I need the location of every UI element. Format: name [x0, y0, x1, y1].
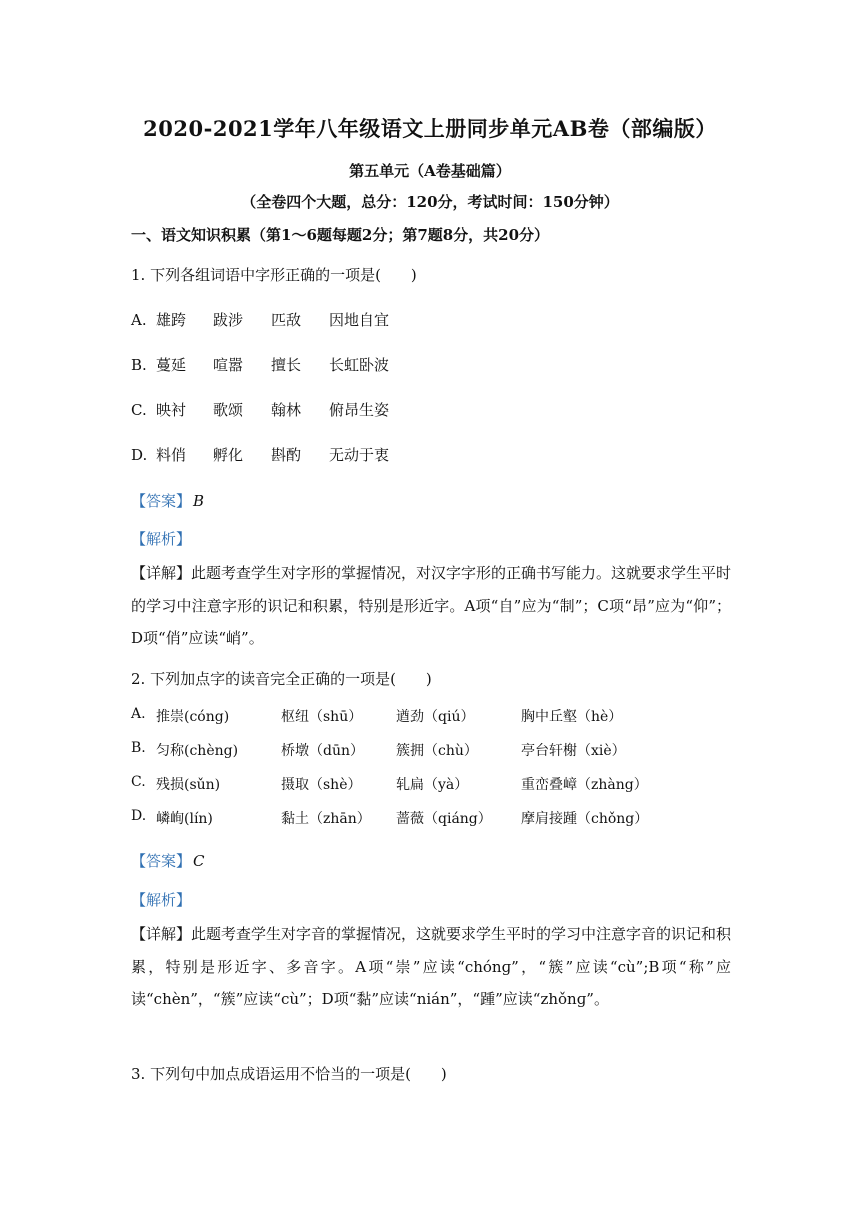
option-word: 斟酌	[271, 446, 302, 464]
option-word: 孵化	[213, 446, 244, 464]
q1-option-d[interactable]	[131, 444, 389, 465]
q1-option-a[interactable]	[131, 309, 389, 330]
option-label: B.	[131, 740, 146, 756]
question-1-stem: 1. 下列各组词语中字形正确的一项是( )	[131, 266, 417, 284]
option-label: A.	[131, 706, 146, 722]
option-label: B.	[131, 356, 147, 374]
answer-tag: 【答案】	[131, 492, 192, 510]
option-item: 蔷薇（qiáng）	[396, 811, 492, 827]
option-label: C.	[131, 401, 147, 419]
answer-value: C	[193, 852, 205, 870]
option-label: D.	[131, 808, 147, 824]
option-item: 摩肩接踵（chǒng）	[521, 811, 649, 827]
q2-analysis-tag: 【解析】	[131, 891, 192, 909]
option-word: 蔓延	[156, 356, 187, 374]
option-item: 推崇(cóng)	[156, 709, 230, 725]
q2-detail: 【详解】此题考查学生对字音的掌握情况，这就要求学生平时的学习中注意字音的识记和积累，特别是形近字、多音字。A项“崇”应读“chónɡ”，“簇”应读“cù”;B项“称”应读“chèn”，“簇”应读“cù”；D项“黏”应读“nián”，“踵”应读“zhǒnɡ”。	[131, 925, 732, 1008]
option-word: 喧嚣	[213, 356, 244, 374]
option-word: 歌颂	[213, 401, 244, 419]
option-label: A.	[131, 311, 147, 329]
question-3-stem: 3. 下列句中加点成语运用不恰当的一项是( )	[131, 1065, 447, 1083]
option-item: 遒劲（qiú）	[396, 709, 475, 725]
option-word: 跋涉	[213, 311, 244, 329]
q1-detail: 【详解】此题考查学生对字形的掌握情况，对汉字字形的正确书写能力。这就要求学生平时的学习中注意字形的识记和积累，特别是形近字。A项“自”应为“制”；C项“昂”应为“仰”；D项“俏”应读“峭”。	[131, 564, 732, 647]
option-word: 擅长	[271, 356, 302, 374]
q1-option-c[interactable]	[131, 399, 389, 420]
question-2-stem: 2. 下列加点字的读音完全正确的一项是( )	[131, 670, 432, 688]
option-item: 亭台轩榭（xiè）	[521, 743, 626, 759]
option-item: 摄取（shè）	[281, 777, 362, 793]
option-word: 匹敌	[271, 311, 302, 329]
answer-value: B	[193, 492, 205, 510]
q1-answer	[131, 490, 204, 511]
option-item: 胸中丘壑（hè）	[521, 709, 623, 725]
option-word: 无动于衷	[329, 446, 390, 464]
option-item: 簇拥（chù）	[396, 743, 478, 759]
option-label: D.	[131, 446, 148, 464]
q1-analysis-tag: 【解析】	[131, 530, 192, 548]
unit-subtitle: 第五单元（A卷基础篇）	[349, 162, 511, 180]
q1-option-b[interactable]	[131, 354, 389, 375]
option-label: C.	[131, 774, 146, 790]
option-item: 桥墩（dūn）	[281, 743, 364, 759]
option-word: 长虹卧波	[329, 356, 390, 374]
option-word: 翰林	[271, 401, 302, 419]
option-item: 匀称(chèng)	[156, 743, 239, 759]
option-item: 残损(sǔn)	[156, 777, 221, 793]
option-word: 映衬	[156, 401, 187, 419]
option-item: 轧扁（yà）	[396, 777, 469, 793]
option-word: 雄跨	[156, 311, 187, 329]
option-item: 嶙峋(lín)	[156, 811, 213, 827]
option-item: 黏土（zhān）	[281, 811, 371, 827]
q2-answer	[131, 850, 205, 871]
exam-info: （全卷四个大题，总分：120分，考试时间：150分钟）	[241, 193, 619, 211]
option-item: 枢纽（shū）	[281, 709, 363, 725]
section-heading: 一、语文知识积累（第1～6题每题2分；第7题8分，共20分）	[131, 226, 550, 244]
document-title: 2020-2021学年八年级语文上册同步单元AB卷（部编版）	[143, 116, 717, 141]
option-word: 俯昂生姿	[329, 401, 390, 419]
option-word: 料俏	[156, 446, 187, 464]
option-word: 因地自宜	[329, 311, 390, 329]
option-item: 重峦叠嶂（zhàng）	[521, 777, 648, 793]
answer-tag: 【答案】	[131, 852, 192, 870]
